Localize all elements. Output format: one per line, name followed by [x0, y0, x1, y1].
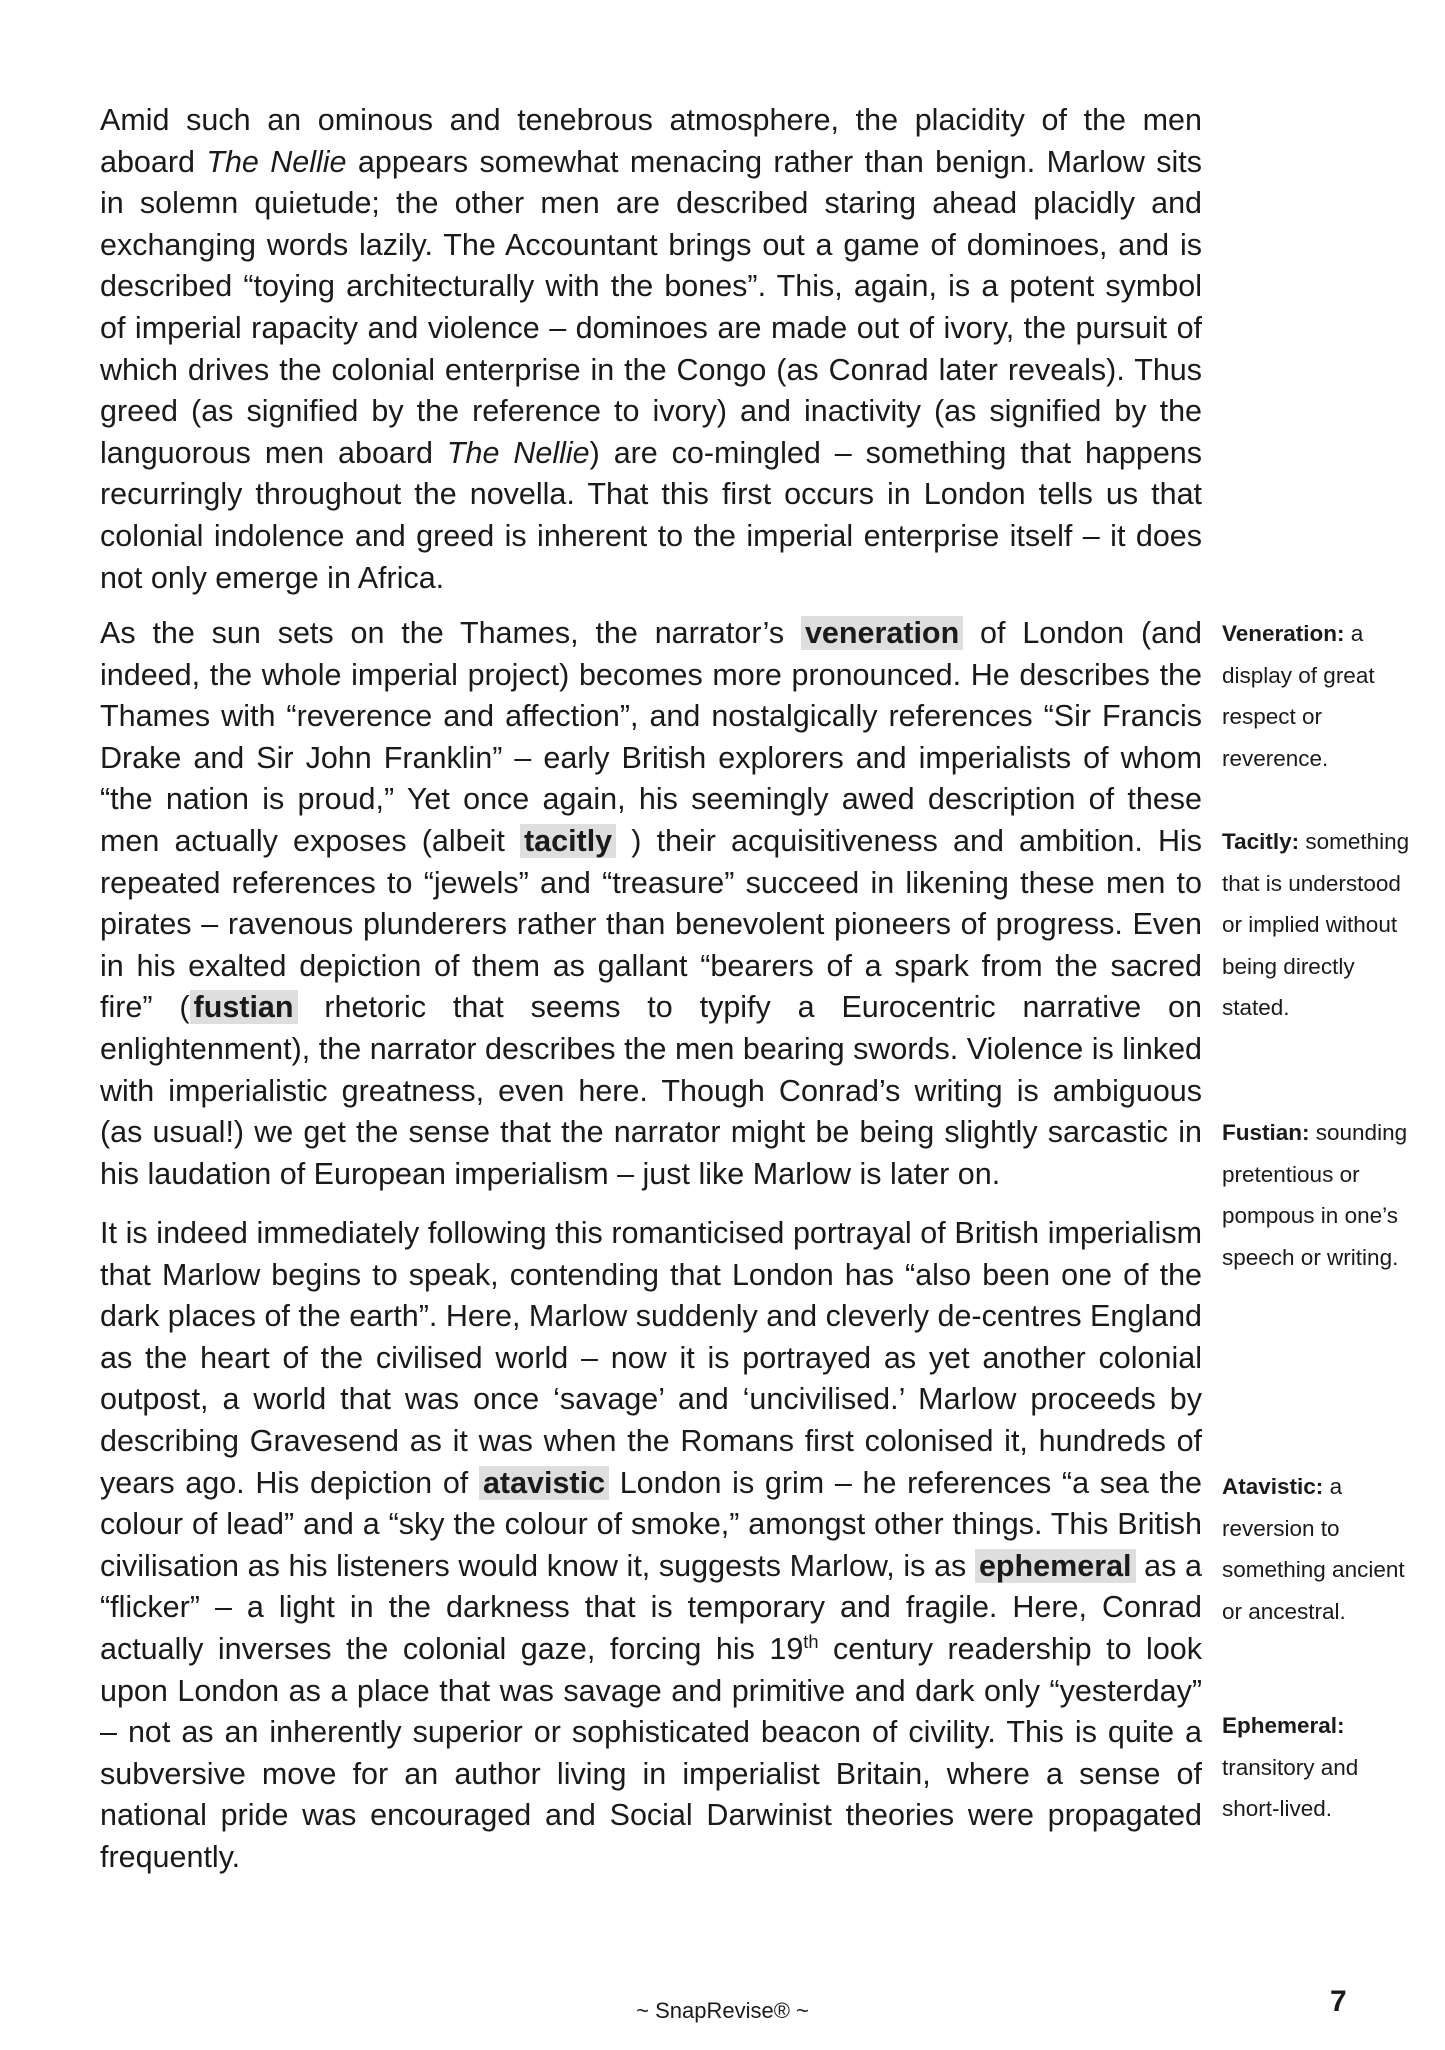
- text-span: of London (and indeed, the whole imperial project) becomes more pronounced. He describes the Thames with “reverence and affection”, and nostalgically references “Sir Francis Drake and Sir John Franklin” – early British explorers and imperialists of whom “the nation is proud,” Yet once again, his seemingly awed description of these men actually exposes (albeit: [100, 616, 1202, 858]
- text-span: appears somewhat menacing rather than benign. Marlow sits in solemn quietude; the other men are described staring ahead placidly and exchanging words lazily. The Accountant brings out a game of dominoes, and is described “toying architecturally with the bones”. This, again, is a potent symbol of imperial rapacity and violence – dominoes are made out of ivory, the pursuit of which drives the colonial enterprise in the Congo (as Conrad later reveals). Thus greed (as signified by the reference to ivory) and inactivity (as signified by the languorous men aboard: [100, 144, 1202, 470]
- text-span: century readership to look upon London as a place that was savage and primitive and dark only “yesterday” – not as an inherently superior or sophisticated beacon of civility. This is quite a subversive move for an author living in imperialist Britain, where a sense of national pride was encouraged and Social Darwinist theories were propagated frequently.: [100, 1631, 1202, 1874]
- glossary-tacitly: [1222, 821, 1422, 1029]
- text-span: ) are co-mingled – something that happens recurringly throughout the novella. That this first occurs in London tells us that colonial indolence and greed is inherent to the imperial enterprise itself – it does not only emerge in Africa.: [100, 435, 1202, 595]
- text-span: as a “flicker” – a light in the darkness that is temporary and fragile. Here, Conrad actually inverses the colonial gaze, forcing his 19: [100, 1548, 1202, 1666]
- glossary-atavistic: [1222, 1466, 1422, 1632]
- glossary-definition: transitory and short-lived.: [1222, 1754, 1359, 1822]
- text-span: rhetoric that seems to typify a Eurocentric narrative on enlightenment), the narrator describes the men bearing swords. Violence is linked with imperialistic greatness, even here. Though Conrad’s writing is ambiguous (as usual!) we get the sense that the narrator might be being slightly sarcastic in his laudation of European imperialism – just like Marlow is later on.: [100, 990, 1202, 1191]
- glossary-term: Atavistic:: [1222, 1474, 1324, 1499]
- text-span: It is indeed immediately following this romanticised portrayal of British imperialism that Marlow begins to speak, contending that London has “also been one of the dark places of the earth”. Here, Marlow suddenly and cleverly de-centres England as the heart of the civilised world – now it is portrayed as yet another colonial outpost, a world that was once ‘savage’ and ‘uncivilised.’ Marlow proceeds by describing Gravesend as it was when the Romans first colonised it, hundreds of years ago. His depiction of: [100, 1216, 1202, 1500]
- highlight-tacitly: tacitly: [520, 824, 616, 858]
- main-content: [100, 100, 1202, 1874]
- text-span: As the sun sets on the Thames, the narrator’s: [100, 616, 801, 650]
- text-span: Amid such an ominous and tenebrous atmosphere, the placidity of the men aboard: [100, 103, 1202, 179]
- paragraph-2: [100, 613, 1202, 1195]
- glossary-fustian: [1222, 1112, 1422, 1278]
- glossary-definition: something that is understood or implied without being directly stated.: [1222, 829, 1410, 1021]
- italic-title: The Nellie: [446, 435, 590, 470]
- glossary-ephemeral: [1222, 1705, 1422, 1830]
- highlight-ephemeral: ephemeral: [975, 1549, 1136, 1583]
- highlight-veneration: veneration: [801, 616, 963, 650]
- italic-title: The Nellie: [206, 144, 347, 179]
- paragraph-1: [100, 100, 1202, 599]
- glossary-definition: sounding pretentious or pompous in one’s speech or writing.: [1222, 1120, 1408, 1270]
- text-span: ) their acquisitiveness and ambition. His repeated references to “jewels” and “treasure” succeed in likening these men to pirates – ravenous plunderers rather than benevolent pioneers of progress. Even in his exalted depiction of them as gallant “bearers of a spark from the sacred fire” (: [100, 823, 1202, 1025]
- page-number: 7: [1330, 1985, 1347, 2018]
- glossary-definition: a display of great respect or reverence.: [1222, 621, 1375, 771]
- glossary-veneration: [1222, 613, 1422, 779]
- superscript: th: [803, 1630, 819, 1652]
- footer-brand: ~ SnapRevise® ~: [636, 1998, 809, 2023]
- paragraph-3: [100, 1213, 1202, 1879]
- text-span: London is grim – he references “a sea the colour of lead” and a “sky the colour of smoke,” amongst other things. This British civilisation as his listeners would know it, suggests Marlow, is as: [100, 1465, 1202, 1583]
- glossary-definition: a reversion to something ancient or ancestral.: [1222, 1474, 1405, 1624]
- highlight-fustian: fustian: [190, 990, 298, 1024]
- glossary-term: Fustian:: [1222, 1120, 1310, 1145]
- glossary-term: Tacitly:: [1222, 829, 1300, 854]
- highlight-atavistic: atavistic: [479, 1466, 609, 1500]
- glossary-term: Veneration:: [1222, 621, 1345, 646]
- glossary-term: Ephemeral:: [1222, 1713, 1345, 1738]
